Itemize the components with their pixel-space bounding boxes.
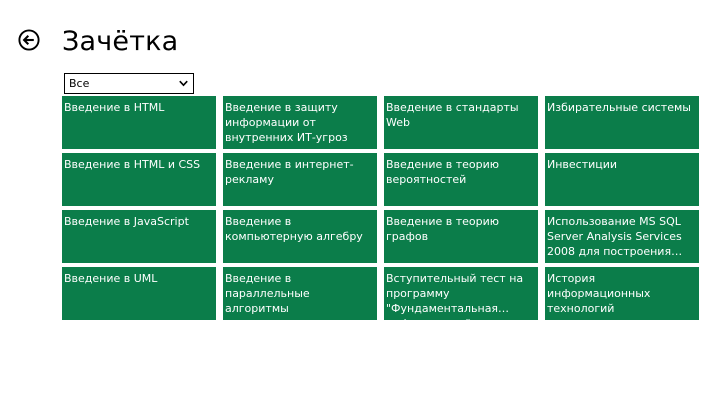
page-title: Зачётка [62, 26, 179, 57]
course-tile[interactable] [223, 96, 377, 149]
course-tile-label: Введение в HTML и CSS [64, 158, 201, 171]
course-tile-label: Введение в стандарты Web [386, 101, 519, 129]
filter-dropdown[interactable] [64, 73, 194, 94]
course-tile-label: Избирательные системы [547, 101, 691, 114]
course-tile-label: История информационных технологий [547, 272, 651, 315]
course-tile-label: Введение в защиту информации от внутренних ИТ-угроз [225, 101, 348, 144]
course-tile[interactable] [223, 210, 377, 263]
course-tile[interactable] [545, 96, 699, 149]
back-arrow-circle-icon [18, 29, 40, 51]
filter-selected-value: Все [69, 77, 90, 90]
course-tile[interactable] [62, 210, 216, 263]
course-tile[interactable] [384, 96, 538, 149]
course-tile[interactable] [384, 210, 538, 263]
course-tile-label: Использование MS SQL Server Analysis Services 2008 для построения [547, 215, 682, 258]
course-grid [62, 96, 699, 330]
course-tile[interactable] [62, 267, 216, 320]
course-tile-label: Инвестиции [547, 158, 618, 171]
course-tile[interactable] [545, 153, 699, 206]
course-tile[interactable] [223, 267, 377, 320]
course-tile-label: Введение в интернет-рекламу [225, 158, 354, 186]
course-tile-label: Введение в UML [64, 272, 158, 285]
course-tile[interactable] [545, 210, 699, 263]
course-tile-label: Вступительный тест на программу "Фундаментальная информатика" [386, 272, 524, 330]
course-tile[interactable] [62, 153, 216, 206]
chevron-down-icon [179, 80, 188, 87]
course-tile-label: Введение в HTML [64, 101, 165, 114]
course-tile-label: Введение в теорию графов [386, 215, 500, 243]
course-tile-label: Введение в теорию вероятностей [386, 158, 500, 186]
course-tile[interactable] [384, 267, 538, 330]
course-tile-label: Введение в JavaScript [64, 215, 189, 228]
course-tile-label: Введение в параллельные алгоритмы [225, 272, 310, 315]
course-tile[interactable] [223, 153, 377, 206]
course-tile[interactable] [62, 96, 216, 149]
back-button[interactable] [18, 29, 40, 51]
course-tile[interactable] [545, 267, 699, 320]
course-tile-label: Введение в компьютерную алгебру [225, 215, 363, 243]
course-tile[interactable] [384, 153, 538, 206]
